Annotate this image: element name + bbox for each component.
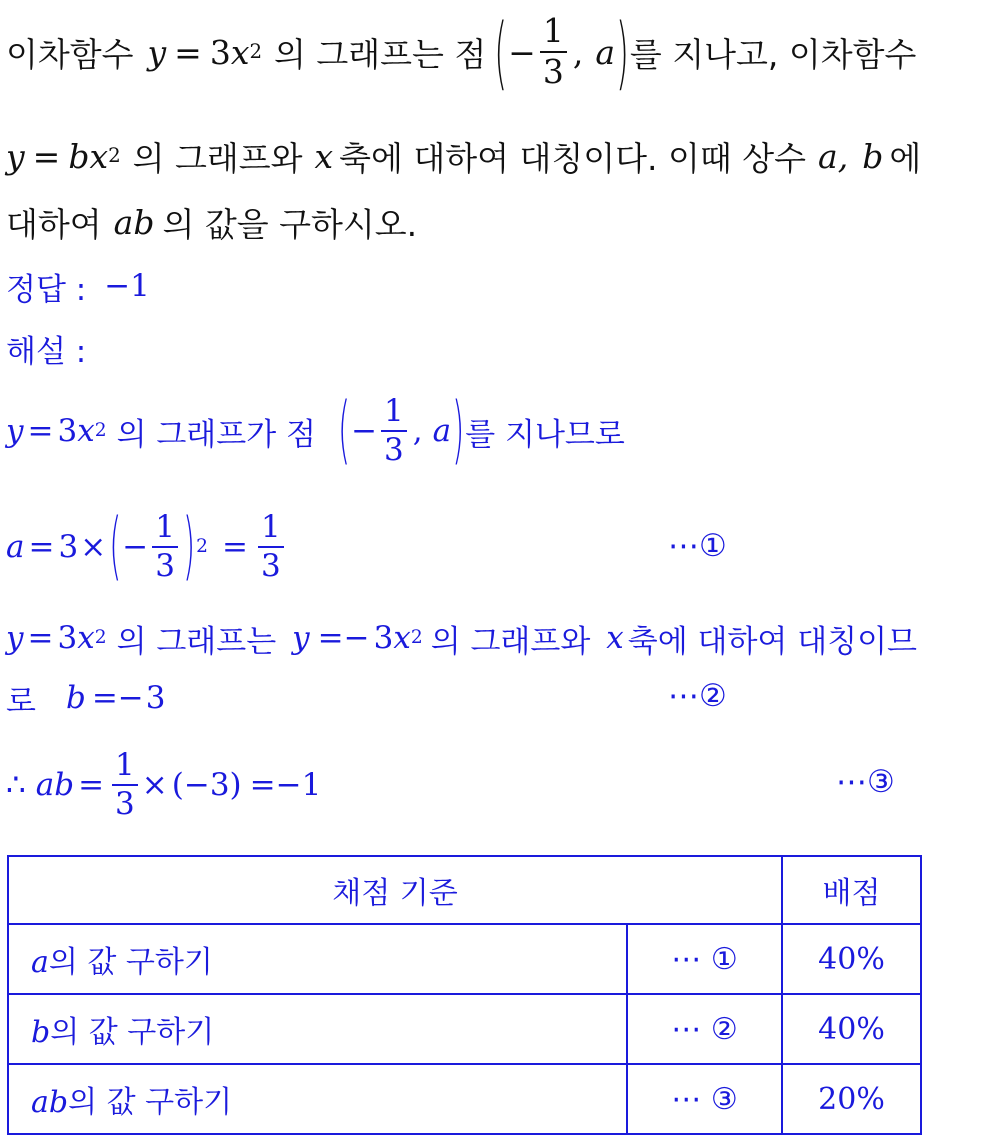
paren-close: ) — [616, 5, 629, 99]
math-var: a, — [818, 136, 849, 176]
points-cell: 20% — [782, 1064, 921, 1134]
table-row — [8, 1064, 921, 1134]
math-var: y — [6, 413, 24, 449]
criterion-text: 의 값 구하기 — [68, 1085, 233, 1120]
fraction-denominator: 3 — [384, 432, 404, 468]
table-header-row — [8, 856, 921, 924]
math-num: 3 — [57, 620, 78, 656]
table-row — [8, 994, 921, 1064]
question-text: 를 지나고, 이차함수 — [629, 34, 917, 74]
step-marker-3: ⋯③ — [836, 764, 895, 800]
criterion-text: 의 값 구하기 — [48, 945, 213, 980]
step-marker-1: ⋯① — [668, 528, 727, 564]
math-op: = — [78, 767, 105, 803]
math-op: − — [508, 32, 536, 72]
criterion-var: ab — [31, 1085, 69, 1120]
explanation-text: 의 그래프가 점 — [116, 416, 316, 453]
math-result: =−1 — [249, 767, 322, 803]
math-var: x — [77, 413, 95, 449]
question-line-2: y = b x 2 의 그래프와 x 축에 대하여 대칭이다. 이때 상수 a, b 에 — [6, 128, 921, 184]
math-op: − — [351, 413, 378, 449]
math-var: ab — [35, 767, 75, 803]
math-op: = — [27, 413, 54, 449]
math-comma: , — [412, 413, 423, 449]
fraction-denominator: 3 — [542, 52, 564, 91]
question-text: 의 그래프와 — [132, 138, 303, 178]
paren-close: ) — [183, 503, 196, 591]
math-var: y — [292, 620, 310, 656]
math-var: x — [314, 136, 334, 176]
fraction-numerator: 1 — [258, 511, 284, 548]
math-comma: , — [572, 32, 584, 72]
explanation-step-4 — [6, 672, 166, 724]
fraction-numerator: 1 — [540, 14, 567, 53]
math-num: 3 — [145, 680, 166, 716]
math-op: =− — [317, 620, 370, 656]
fraction — [112, 749, 138, 820]
question-text: 대하여 — [6, 204, 102, 244]
fraction — [258, 511, 284, 582]
answer-line — [6, 262, 150, 310]
math-var: a — [432, 413, 452, 449]
math-var: y — [6, 620, 24, 656]
math-var: y — [6, 136, 25, 176]
paren-close: ) — [452, 387, 465, 475]
explanation-text: 를 지나므로 — [465, 416, 625, 453]
question-line-1: 이차함수 y = 3 x 2 의 그래프는 점 ( − $\frac{1}{3}$ , a ) 를 지나고, 이차함수 — [6, 5, 917, 99]
math-op: × — [141, 767, 168, 803]
math-op: = — [221, 529, 248, 565]
question-text: 의 그래프는 점 — [274, 34, 487, 74]
explanation-step-1: y = 3 x 2 의 그래프가 점 ( − $\frac{1}{3}$ , a ) 를 지나므로 — [6, 387, 625, 475]
math-num: 3 — [57, 413, 78, 449]
paren-open: ( — [494, 5, 508, 99]
explanation-label-line — [6, 324, 86, 372]
fraction — [381, 395, 407, 466]
math-expression: (−3) — [171, 767, 242, 803]
math-num: 3 — [209, 32, 231, 72]
points-cell: 40% — [782, 994, 921, 1064]
answer-value: −1 — [104, 268, 150, 304]
criterion-cell — [8, 924, 627, 994]
fraction-numerator: 1 — [381, 395, 407, 432]
math-var: y — [147, 32, 167, 72]
math-var: x — [89, 136, 109, 176]
question-text: 에 — [889, 138, 922, 178]
explanation-label: 해설 : — [6, 333, 87, 370]
math-op: × — [80, 529, 107, 565]
math-op: = — [27, 620, 54, 656]
math-op: = — [174, 32, 202, 72]
math-var: x — [77, 620, 95, 656]
math-var: ab — [113, 202, 155, 242]
explanation-text: 의 그래프와 — [430, 623, 591, 660]
explanation-step-5 — [6, 740, 321, 830]
question-text: 이차함수 — [6, 34, 134, 74]
math-var: b — [65, 680, 86, 716]
fraction-numerator: 1 — [112, 749, 138, 786]
criterion-cell — [8, 1064, 627, 1134]
math-var: x — [393, 620, 411, 656]
math-var: b — [862, 136, 884, 176]
answer-label: 정답 : — [6, 271, 87, 308]
explanation-text: 로 — [6, 683, 36, 720]
fraction-numerator: 1 — [152, 511, 178, 548]
math-op: = — [32, 136, 61, 176]
criterion-var: a — [31, 945, 49, 980]
step-marker-2: ⋯② — [668, 678, 727, 714]
question-line-3 — [6, 194, 417, 250]
table-row — [8, 924, 921, 994]
criterion-cell — [8, 994, 627, 1064]
math-op: =− — [91, 680, 144, 716]
step-cell: ⋯ ② — [627, 994, 782, 1064]
explanation-step-2: a = 3 × ( − $\frac{1}{3}$ ) 2 = $\frac{1}{3}$ — [6, 502, 288, 592]
question-text: 축에 대하여 대칭이다. 이때 상수 — [339, 138, 807, 178]
grading-table — [7, 855, 922, 1135]
header-points: 배점 — [782, 856, 921, 924]
math-var: x — [230, 32, 250, 72]
math-var: x — [606, 620, 624, 656]
fraction — [540, 11, 567, 91]
paren-open: ( — [337, 387, 351, 475]
math-op: − — [122, 529, 149, 565]
paren-open: ( — [109, 503, 122, 591]
math-var: b — [68, 136, 90, 176]
math-var: a — [6, 529, 25, 565]
step-cell: ⋯ ③ — [627, 1064, 782, 1134]
math-op: = — [28, 529, 55, 565]
question-text: 의 값을 구하시오. — [162, 204, 418, 244]
therefore-symbol: ∴ — [6, 767, 26, 803]
fraction-denominator: 3 — [155, 548, 176, 584]
points-cell: 40% — [782, 924, 921, 994]
math-num: 3 — [58, 529, 79, 565]
criterion-text: 의 값 구하기 — [50, 1015, 215, 1050]
explanation-text: 축에 대하여 대칭이므 — [627, 623, 917, 660]
fraction-denominator: 3 — [260, 548, 281, 584]
step-cell: ⋯ ① — [627, 924, 782, 994]
fraction-denominator: 3 — [115, 786, 135, 822]
explanation-text: 의 그래프는 — [116, 623, 277, 660]
explanation-step-3: y = 3 x 2 의 그래프는 y =− 3 x 2 의 그래프와 x 축에 대하여 대칭이므 — [6, 610, 917, 666]
criterion-var: b — [31, 1015, 51, 1050]
header-criteria: 채점 기준 — [8, 856, 782, 924]
math-var: a — [595, 32, 616, 72]
fraction — [152, 511, 178, 582]
math-num: 3 — [373, 620, 394, 656]
